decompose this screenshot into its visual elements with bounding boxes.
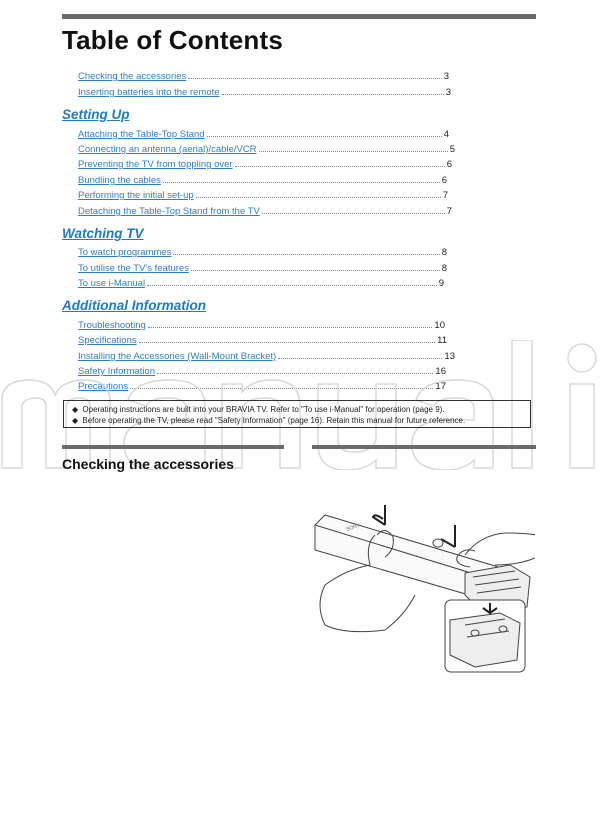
- dot-leader: [188, 78, 441, 79]
- dot-leader: [259, 151, 448, 152]
- toc-entry[interactable]: [78, 317, 445, 331]
- section-rule-left: [62, 445, 284, 449]
- toc-entry[interactable]: [78, 172, 447, 186]
- dot-leader: [196, 197, 441, 198]
- note-line: [72, 415, 522, 426]
- section-heading-additional-information[interactable]: Additional Information: [62, 298, 206, 313]
- diamond-bullet-icon: ◆: [72, 416, 79, 425]
- dot-leader: [191, 270, 440, 271]
- dot-leader: [278, 358, 442, 359]
- section-heading-setting-up[interactable]: Setting Up: [62, 107, 130, 122]
- toc-entry[interactable]: [78, 68, 449, 82]
- dot-leader: [130, 388, 433, 389]
- toc-page-number: 8: [441, 247, 447, 258]
- toc-page-number: 10: [434, 320, 445, 331]
- brand-logo: SONY: [345, 522, 362, 533]
- toc-entry[interactable]: [78, 332, 447, 346]
- toc-link[interactable]: Preventing the TV from toppling over: [78, 159, 233, 170]
- toc-link[interactable]: Performing the initial set-up: [78, 190, 194, 201]
- dot-leader: [235, 166, 445, 167]
- toc-page-number: 3: [443, 71, 449, 82]
- note-text: Operating instructions are built into your BRAVIA TV. Refer to "To use i-Manual" for operation (page 9).: [82, 405, 445, 414]
- toc-entry[interactable]: [78, 244, 447, 258]
- toc-link[interactable]: Safety Information: [78, 366, 156, 377]
- note-line: [72, 404, 522, 415]
- toc-page-number: 17: [435, 381, 446, 392]
- note-text: Before operating the TV, please read "Safety Information" (page 16). Retain this manual for future reference.: [82, 416, 466, 425]
- toc-page-number: 4: [443, 129, 449, 140]
- toc-page-number: 8: [441, 263, 447, 274]
- toc-link[interactable]: To utilise the TV's features: [78, 263, 189, 274]
- toc-page-number: 11: [437, 335, 447, 346]
- toc-link[interactable]: Installing the Accessories (Wall-Mount Bracket): [78, 351, 277, 362]
- toc-entry[interactable]: [78, 260, 447, 274]
- dot-leader: [222, 94, 444, 95]
- note-box: [63, 400, 531, 428]
- toc-link[interactable]: Troubleshooting: [78, 320, 146, 331]
- toc-link[interactable]: Bundling the cables: [78, 175, 161, 186]
- dot-leader: [139, 342, 436, 343]
- toc-entry[interactable]: [78, 187, 448, 201]
- toc-link[interactable]: Attaching the Table-Top Stand: [78, 129, 205, 140]
- toc-page-number: 5: [449, 144, 455, 155]
- top-rule: [62, 14, 536, 19]
- remote-control-illustration: [305, 495, 535, 675]
- dot-leader: [148, 327, 433, 328]
- toc-entry[interactable]: [78, 363, 446, 377]
- toc-page-number: 7: [442, 190, 448, 201]
- toc-entry[interactable]: [78, 378, 446, 392]
- toc-entry[interactable]: [78, 203, 452, 217]
- toc-page-number: 16: [435, 366, 446, 377]
- toc-link[interactable]: To watch programmes: [78, 247, 172, 258]
- section-heading-watching-tv[interactable]: Watching TV: [62, 226, 144, 241]
- toc-link[interactable]: Detaching the Table-Top Stand from the TV: [78, 206, 260, 217]
- dot-leader: [173, 254, 439, 255]
- toc-page-number: 6: [446, 159, 452, 170]
- dot-leader: [207, 136, 442, 137]
- toc-link[interactable]: Inserting batteries into the remote: [78, 87, 220, 98]
- dot-leader: [163, 182, 440, 183]
- section-rule-right: [312, 445, 536, 449]
- toc-page-number: 6: [441, 175, 447, 186]
- diamond-bullet-icon: ◆: [72, 405, 79, 414]
- dot-leader: [262, 213, 445, 214]
- toc-link[interactable]: To use i-Manual: [78, 278, 146, 289]
- toc-page-number: 3: [445, 87, 451, 98]
- toc-page-number: 9: [438, 278, 444, 289]
- toc-entry[interactable]: [78, 275, 444, 289]
- section-title: Checking the accessories: [62, 456, 234, 472]
- toc-link[interactable]: Precautions: [78, 381, 129, 392]
- toc-page-number: 7: [446, 206, 452, 217]
- dot-leader: [147, 285, 437, 286]
- toc-entry[interactable]: [78, 126, 449, 140]
- toc-link[interactable]: Checking the accessories: [78, 71, 187, 82]
- dot-leader: [157, 373, 433, 374]
- toc-entry[interactable]: [78, 84, 451, 98]
- toc-link[interactable]: Connecting an antenna (aerial)/cable/VCR: [78, 144, 257, 155]
- toc-link[interactable]: Specifications: [78, 335, 137, 346]
- page-title: Table of Contents: [62, 25, 284, 55]
- toc-entry[interactable]: [78, 141, 455, 155]
- toc-entry[interactable]: [78, 348, 455, 362]
- toc-page-number: 13: [444, 351, 455, 362]
- toc-entry[interactable]: [78, 156, 452, 170]
